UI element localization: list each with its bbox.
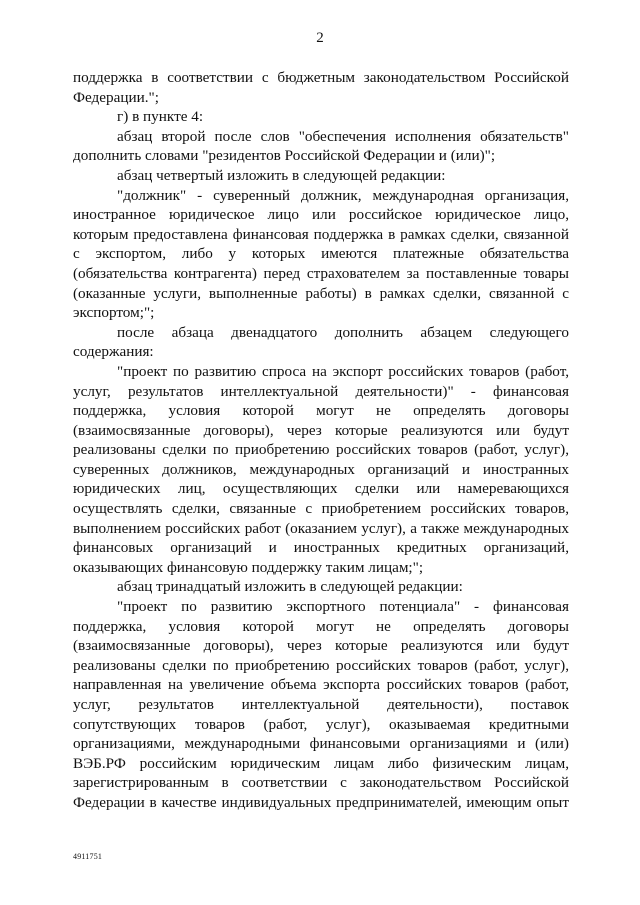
paragraph-1: поддержка в соответствии с бюджетным законодательством Российской Федерации."; xyxy=(73,69,569,106)
paragraph-7: "проект по развитию спроса на экспорт российских товаров (работ, услуг, результатов интеллектуальной деятельности)" - финансовая поддержка, условия которой могут не определять договоры (взаимосвязанные договоры), через которые реализуются или будут реализованы сделки по приобретению российских товаров (работ, услуг), суверенных должников, международных организаций и иностранных юридических лиц, осуществляющих сделки или намеревающихся осуществлять сделки, связанные с приобретением российских товаров, выполнением российских работ (оказанием услуг), а также международных финансовых организаций и иностранных кредитных организаций, оказывающих финансовую поддержку таким лицам;"; xyxy=(73,362,569,576)
paragraph-8: абзац тринадцатый изложить в следующей редакции: xyxy=(117,578,463,596)
document-body xyxy=(73,68,569,813)
paragraph-4: абзац четвертый изложить в следующей редакции: xyxy=(117,166,446,184)
paragraph-6: после абзаца двенадцатого дополнить абзацем следующего содержания: xyxy=(73,323,569,361)
document-code: 4911751 xyxy=(73,852,103,861)
paragraph-9: "проект по развитию экспортного потенциала" - финансовая поддержка, условия которой могут не определять договоры (взаимосвязанные договоры), через которые реализуются или будут реализованы сделки по приобретению российских товаров (работ, услуг), направленная на увеличение объема экспорта российских товаров (работ, услуг, результатов интеллектуальной деятельности), поставок сопутствующих товаров (работ, услуг), оказываемая кредитными организациями, международными финансовыми организациями и (или) ВЭБ.РФ российским юридическим лицам либо физическим лицам, зарегистрированным в соответствии с законодательством Российской Федерации в качестве индивидуальных предпринимателей, имеющим опыт xyxy=(73,598,569,811)
paragraph-5: "должник" - суверенный должник, международная организация, иностранное юридическое лицо или российское юридическое лицо, которым предоставлена финансовая поддержка в рамках сделки, связанной с экспортом, либо у которых имеются платежные обязательства (обязательства контрагента) перед страхователем за поставленные товары (оказанные услуги, выполненные работы) в рамках сделки, связанной с экспортом;"; xyxy=(73,186,569,322)
paragraph-2: г) в пункте 4: xyxy=(117,108,204,126)
paragraph-3: абзац второй после слов "обеспечения исполнения обязательств" дополнить словами "резидентов Российской Федерации и (или)"; xyxy=(73,127,569,165)
page-number: 2 xyxy=(316,30,324,46)
